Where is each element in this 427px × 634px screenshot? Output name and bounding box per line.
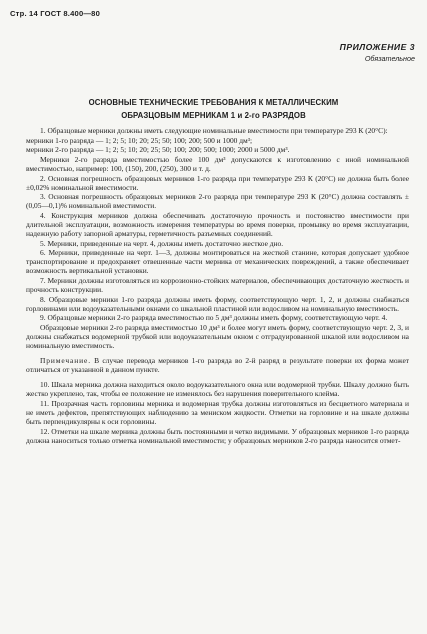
paragraph-9: 9. Образцовые мерники 2-го разряда вместимостью по 5 дм³ должны иметь форму, соответствующую черт. 4.	[40, 313, 388, 323]
section-title-line-1: ОСНОВНЫЕ ТЕХНИЧЕСКИЕ ТРЕБОВАНИЯ К МЕТАЛЛИЧЕСКИМ	[88, 98, 339, 107]
paragraph-12: 12. Отметки на шкале мерника должны быть постоянными и четко видимыми. У образцовых мерников 1-го разряда должна наноситься только отметка номинальной вместимости; у образцовых мерников 2-го разряда наносится отмет-	[26, 426, 409, 445]
paragraph-7: 7. Мерники должны изготовляться из коррозионно-стойких материалов, обеспечивающих достаточную жесткость и прочность конструкции.	[26, 276, 409, 295]
section-title-line-2: ОБРАЗЦОВЫМ МЕРНИКАМ 1 и 2-го РАЗРЯДОВ	[121, 111, 306, 120]
note	[26, 356, 409, 374]
section-title	[30, 96, 397, 122]
document-body	[26, 126, 409, 445]
paragraph-9a: Образцовые мерники 2-го разряда вместимостью 10 дм³ и более могут иметь форму, соответствующую черт. 2, 3, и должны снабжаться водомерной трубкой или водоуказательным окном с отградуированной шкалой или водосливом на номинальную вместимость.	[26, 323, 409, 351]
paragraph-1a: мерники 1-го разряда — 1; 2; 5; 10; 20; 25; 50; 100; 200; 500 и 1000 дм³;	[26, 135, 253, 145]
paragraph-8: 8. Образцовые мерники 1-го разряда должны иметь форму, соответствующую черт. 1, 2, и должны снабжаться горловинами или водоуказательными окнами со шкальной пластиной или водосливом на номинальную вместимость.	[26, 294, 409, 313]
paragraph-1: 1. Образцовые мерники должны иметь следующие номинальные вместимости при температуре 293 К (20°С):	[40, 126, 388, 135]
appendix-subtitle: Обязательное	[364, 54, 415, 63]
paragraph-5: 5. Мерники, приведенные на черт. 4, должны иметь достаточно жесткое дно.	[40, 238, 284, 248]
paragraph-1c: Мерники 2-го разряда вместимостью более 100 дм³ допускаются к изготовлению с иной номинальной вместимостью, например: 100, (150), 200, (250), 300 и т. д.	[26, 154, 409, 173]
paragraph-2: 2. Основная погрешность образцовых мерников 1-го разряда при температуре 293 К (20°С) не должна быть более ±0,02% номинальной вместимости.	[26, 173, 409, 192]
paragraph-10: 10. Шкала мерника должна находиться около водоуказательного окна или водомерной трубки. Шкалу должно быть жестко укреплено, так, чтобы ее положение не изменялось без нарушения поверительного клейма.	[26, 380, 409, 399]
paragraph-3: 3. Основная погрешность образцовых мерников 2-го разряда при температуре 293 К (20°С) должна составлять ±(0,05—0,1)% номинальной вместимости.	[26, 192, 409, 211]
page-header: Стр. 14 ГОСТ 8.400—80	[10, 9, 101, 18]
paragraph-4: 4. Конструкция мерников должна обеспечивать достаточную прочность и постоянство вместимости при длительной эксплуатации, возможность измерения температуры во время поверки, промывку во время эксплуатации, надежную работу запорной арматуры, герметичность разъемных соединений.	[26, 210, 409, 239]
note-lead: Примечание.	[40, 356, 91, 366]
appendix-title: ПРИЛОЖЕНИЕ 3	[339, 42, 415, 52]
paragraph-6: 6. Мерники, приведенные на черт. 1—3, должны монтироваться на жесткой станине, которая допускает удобное транспортирование и предохраняет отвешенные части мерника от механических повреждений, а также обеспечивает возможность вертикальной установки.	[26, 248, 409, 276]
appendix-label	[340, 42, 415, 63]
note-text: В случае перевода мерников 1-го разряда во 2-й разряд в результате поверки их форма может отличаться от указанной в данном пункте.	[26, 356, 409, 375]
paragraph-11: 11. Прозрачная часть горловины мерника и водомерная трубка должны изготовляться из бесцветного материала и не иметь дефектов, препятствующих наблюдению за мениском жидкости. Отметки на горловине и на шкале должны быть перпендикулярны к оси горловины.	[26, 399, 409, 427]
paragraph-1b: мерники 2-го разряда — 1; 2; 5; 10; 20; 25; 50; 100; 200; 500; 1000; 2000 и 5000 дм³.	[26, 145, 290, 155]
